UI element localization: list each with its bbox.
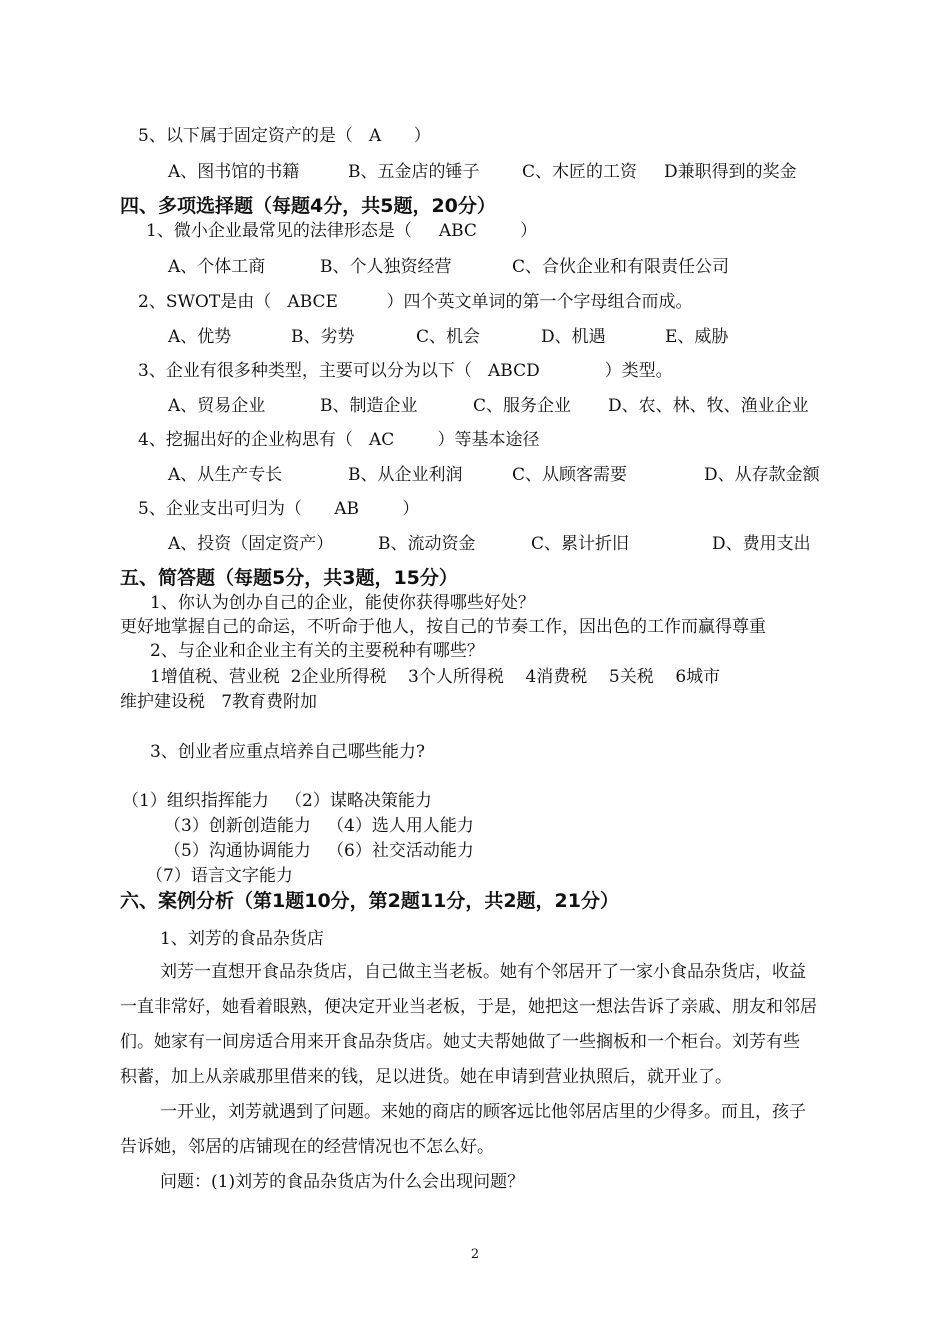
- q4-4-option-b: B、从企业利润: [348, 465, 463, 485]
- q4-3-option-b: B、制造企业: [320, 396, 418, 416]
- section5-heading: 五、简答题（每题5分，共3题，15分）: [120, 567, 458, 589]
- page-number: 2: [470, 1247, 480, 1262]
- q4-2-option-a: A、优势: [168, 327, 232, 347]
- q4-5-option-d: D、费用支出: [712, 534, 811, 554]
- section6-heading: 六、案例分析（第1题10分，第2题11分，共2题，21分）: [120, 890, 619, 912]
- q5-3-answer-3: （5）沟通协调能力 （6）社交活动能力: [164, 841, 474, 861]
- q4-3-stem: 3、企业有很多种类型，主要可以分为以下（ ABCD ）类型。: [138, 361, 673, 381]
- q3-5-option-d: D兼职得到的奖金: [664, 162, 797, 182]
- q4-2-option-d: D、机遇: [541, 327, 606, 347]
- q5-2-answer-line2: 维护建设税 7教育费附加: [120, 692, 318, 712]
- q5-2-answer-line1: 1增值税、营业税 2企业所得税 3个人所得税 4消费税 5关税 6城市: [150, 667, 721, 687]
- q4-3-option-d: D、农、林、牧、渔业企业: [608, 396, 809, 416]
- q4-1-option-a: A、个体工商: [168, 257, 266, 277]
- q5-1-answer: 更好地掌握自己的命运，不听命于他人，按自己的节奏工作，因出色的工作而赢得尊重: [120, 617, 766, 637]
- q5-1-stem: 1、你认为创办自己的企业，能使你获得哪些好处？: [150, 593, 535, 613]
- q4-1-stem: 1、微小企业最常见的法律形态是（ ABC ）: [146, 221, 538, 241]
- q4-1-option-b: B、个人独资经营: [320, 257, 452, 277]
- case1-para1-line4: 积蓄，加上从亲戚那里借来的钱，足以进货。她在申请到营业执照后，就开业了。: [120, 1067, 732, 1087]
- q3-5-stem: 5、以下属于固定资产的是（ A ）: [138, 126, 431, 146]
- case1-para1-line1: 刘芳一直想开食品杂货店，自己做主当老板。她有个邻居开了一家小食品杂货店，收益: [160, 962, 806, 982]
- q5-3-stem: 3、创业者应重点培养自己哪些能力?: [150, 742, 425, 762]
- q4-5-option-c: C、累计折旧: [531, 534, 630, 554]
- case1-para1-line3: 们。她家有一间房适合用来开食品杂货店。她丈夫帮她做了一些搁板和一个柜台。刘芳有些: [120, 1032, 800, 1052]
- q3-5-option-a: A、图书馆的书籍: [168, 162, 300, 182]
- case1-para1-line2: 一直非常好，她看着眼熟，便决定开业当老板，于是，她把这一想法告诉了亲戚、朋友和邻居: [120, 997, 817, 1017]
- q5-3-answer-4: （7）语言文字能力: [146, 866, 293, 886]
- q5-2-stem: 2、与企业和企业主有关的主要税种有哪些？: [150, 641, 484, 661]
- q4-2-option-c: C、机会: [416, 327, 481, 347]
- q4-2-option-e: E、威胁: [665, 327, 729, 347]
- q4-5-option-a: A、投资（固定资产）: [168, 534, 334, 554]
- q3-5-option-b: B、五金店的锤子: [348, 162, 480, 182]
- q5-3-answer-1: （1）组织指挥能力 （2）谋略决策能力: [122, 791, 432, 811]
- case1-para2-line1: 一开业，刘芳就遇到了问题。来她的商店的顾客远比他邻居店里的少得多。而且，孩子: [160, 1102, 806, 1122]
- case1-para2-line2: 告诉她，邻居的店铺现在的经营情况也不怎么好。: [120, 1137, 494, 1157]
- q3-5-option-c: C、木匠的工资: [522, 162, 638, 182]
- q4-5-stem: 5、企业支出可归为（ AB ）: [138, 499, 420, 519]
- case1-question: 问题：(1)刘芳的食品杂货店为什么会出现问题？: [160, 1172, 525, 1192]
- q4-4-option-d: D、从存款金额: [704, 465, 820, 485]
- case1-title: 1、刘芳的食品杂货店: [160, 929, 324, 949]
- q4-1-option-c: C、合伙企业和有限责任公司: [512, 257, 730, 277]
- q4-2-stem: 2、SWOT是由（ ABCE ）四个英文单词的第一个字母组合而成。: [138, 292, 693, 312]
- q4-4-option-c: C、从顾客需要: [512, 465, 628, 485]
- q4-2-option-b: B、劣势: [291, 327, 355, 347]
- q4-4-stem: 4、挖掘出好的企业构思有（ AC ）等基本途径: [138, 430, 540, 450]
- q4-4-option-a: A、从生产专长: [168, 465, 283, 485]
- q4-3-option-a: A、贸易企业: [168, 396, 266, 416]
- q4-5-option-b: B、流动资金: [378, 534, 476, 554]
- q4-3-option-c: C、服务企业: [473, 396, 572, 416]
- q5-3-answer-2: （3）创新创造能力 （4）选人用人能力: [164, 816, 474, 836]
- section4-heading: 四、多项选择题（每题4分，共5题，20分）: [120, 195, 496, 217]
